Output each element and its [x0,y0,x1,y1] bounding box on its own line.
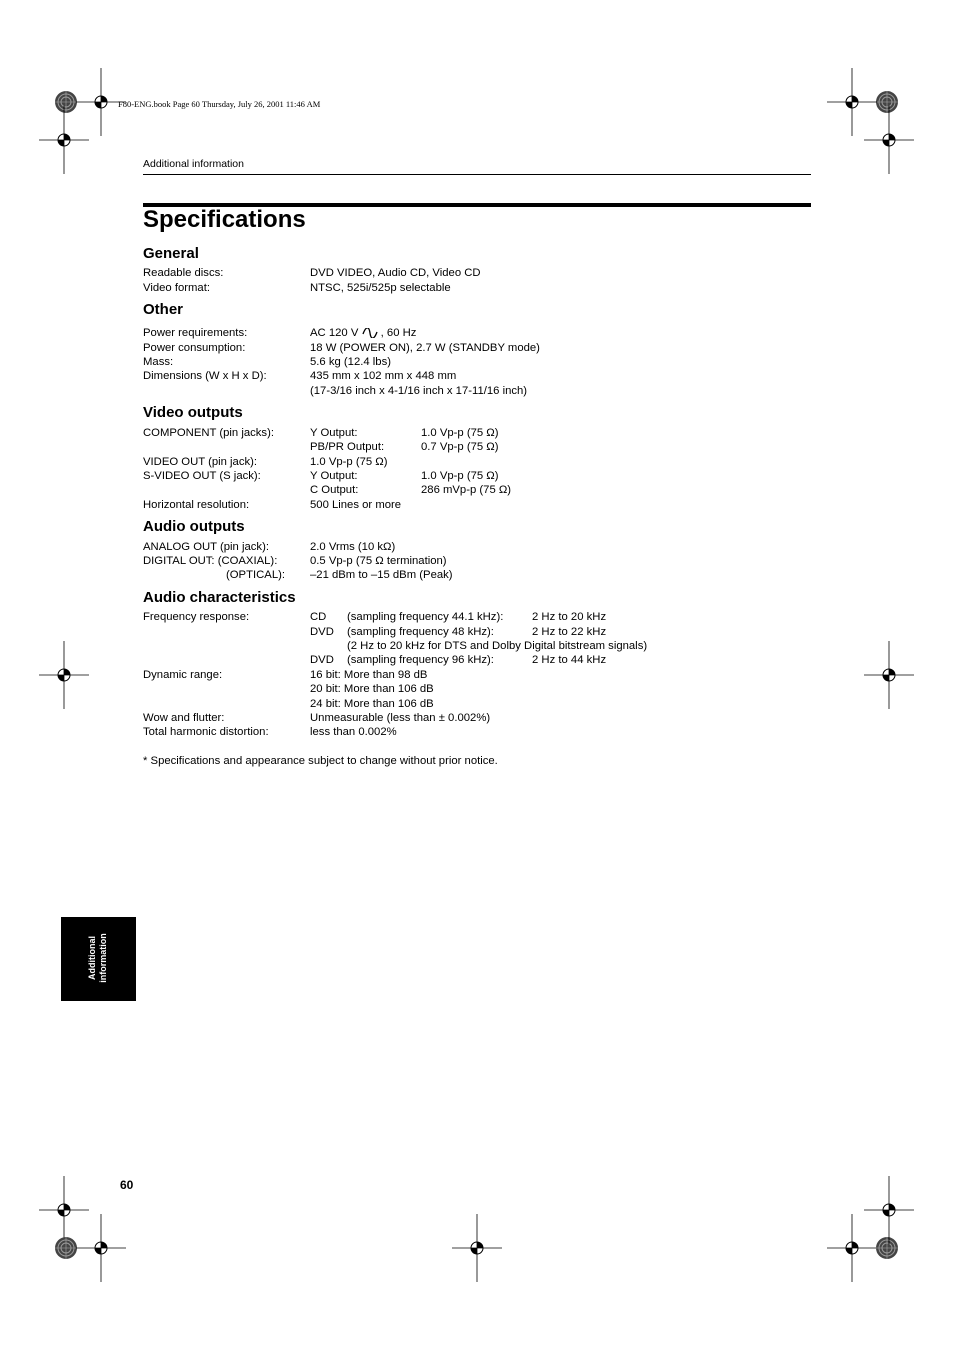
spec-value: 1.0 Vp-p (75 Ω) [310,456,388,468]
freq-range: 2 Hz to 20 kHz [532,611,607,623]
spec-value: 24 bit: More than 106 dB [310,698,434,710]
freq-condition: (sampling frequency 44.1 kHz): [347,611,504,623]
freq-disc: DVD [310,654,334,666]
spec-label: Power consumption: [143,342,246,354]
spec-value: 16 bit: More than 98 dB [310,669,428,681]
spec-label: ANALOG OUT (pin jack): [143,541,269,553]
print-target-icon [876,91,898,113]
video-outputs-heading: Video outputs [143,404,243,421]
header-rule [143,174,811,175]
freq-range: 2 Hz to 44 kHz [532,654,607,666]
spec-label: COMPONENT (pin jacks): [143,427,274,439]
freq-condition: (sampling frequency 48 kHz): [347,626,494,638]
spec-value: (17-3/16 inch x 4-1/16 inch x 17-11/16 inch) [310,385,528,397]
freq-range: 2 Hz to 22 kHz [532,626,607,638]
spec-value: 2.0 Vrms (10 kΩ) [310,541,396,553]
spec-sublabel: PB/PR Output: [310,441,385,453]
side-tab-label [87,933,109,983]
spec-sublabel: Y Output: [310,427,358,439]
registration-mark-icon [39,1176,89,1244]
spec-value: NTSC, 525i/525p selectable [310,282,451,294]
footnote: * Specifications and appearance subject to change without prior notice. [143,755,498,767]
spec-label: Wow and flutter: [143,712,225,724]
spec-label: Horizontal resolution: [143,499,250,511]
spec-value: less than 0.002% [310,726,397,738]
spec-value: 5.6 kg (12.4 lbs) [310,356,392,368]
power-value-a: AC 120 V [310,327,359,339]
spec-label: DIGITAL OUT: (COAXIAL): [143,555,278,567]
ac-wave-icon [362,328,378,338]
spec-label: Readable discs: [143,267,224,279]
spec-value: Unmeasurable (less than ± 0.002%) [310,712,491,724]
registration-mark-icon [864,1176,914,1244]
print-target-icon [876,1237,898,1259]
spec-label: Total harmonic distortion: [143,726,269,738]
freq-disc: DVD [310,626,334,638]
spec-label: Power requirements: [143,327,248,339]
spec-value: 500 Lines or more [310,499,402,511]
spec-value: 20 bit: More than 106 dB [310,683,434,695]
registration-mark-icon [827,68,877,136]
registration-mark-icon [827,1214,877,1282]
registration-mark-icon [39,641,89,709]
spec-label: Mass: [143,356,174,368]
audio-outputs-heading: Audio outputs [143,518,245,535]
file-header: F80-ENG.book Page 60 Thursday, July 26, 2001 11:46 AM [118,99,321,109]
spec-sublabel: Y Output: [310,470,358,482]
spec-label: S-VIDEO OUT (S jack): [143,470,261,482]
spec-value: 435 mm x 102 mm x 448 mm [310,370,457,382]
spec-value: 286 mVp-p (75 Ω) [421,484,512,496]
power-value-b: , 60 Hz [380,327,417,339]
spec-label: VIDEO OUT (pin jack): [143,456,258,468]
page-number: 60 [120,1178,134,1192]
freq-note: (2 Hz to 20 kHz for DTS and Dolby Digital bitstream signals) [347,640,648,652]
registration-mark-icon [864,106,914,174]
section-label: Additional information [143,158,244,170]
spec-label: Frequency response: [143,611,250,623]
registration-mark-icon [76,1214,126,1282]
spec-label: Video format: [143,282,210,294]
print-target-icon [55,1237,77,1259]
spec-value: 1.0 Vp-p (75 Ω) [421,427,499,439]
print-target-icon [55,91,77,113]
spec-label: Dynamic range: [143,669,223,681]
spec-value: 0.5 Vp-p (75 Ω termination) [310,555,447,567]
freq-condition: (sampling frequency 96 kHz): [347,654,494,666]
audio-characteristics-heading: Audio characteristics [143,589,296,606]
side-tab-line1: Additional [87,936,97,980]
registration-mark-icon [39,106,89,174]
spec-sublabel: C Output: [310,484,359,496]
side-tab-line2: information [98,933,108,983]
spec-label: (OPTICAL): [226,569,285,581]
spec-value [310,327,416,340]
spec-value: 0.7 Vp-p (75 Ω) [421,441,499,453]
spec-value: DVD VIDEO, Audio CD, Video CD [310,267,481,279]
freq-disc: CD [310,611,327,623]
spec-value: 1.0 Vp-p (75 Ω) [421,470,499,482]
other-heading: Other [143,301,184,318]
spec-value: –21 dBm to –15 dBm (Peak) [310,569,453,581]
page-title: Specifications [143,206,306,233]
general-heading: General [143,245,199,262]
registration-mark-icon [452,1214,502,1282]
spec-value: 18 W (POWER ON), 2.7 W (STANDBY mode) [310,342,540,354]
registration-mark-icon [864,641,914,709]
spec-label: Dimensions (W x H x D): [143,370,267,382]
